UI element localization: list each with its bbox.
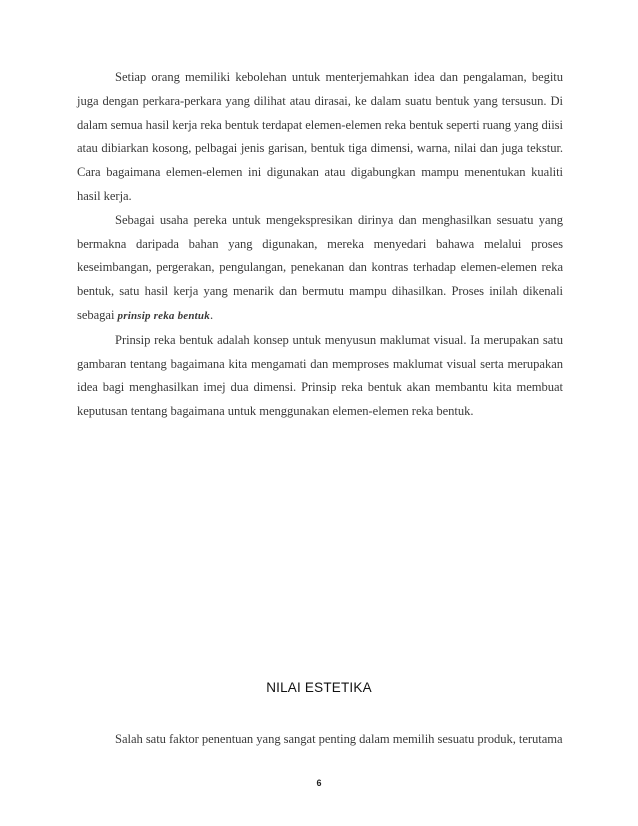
body-text-bottom bbox=[77, 728, 563, 752]
paragraph-2-text: Sebagai usaha pereka untuk mengekspresikan dirinya dan menghasilkan sesuatu yang bermakna daripada bahan yang digunakan, mereka menyedari bahawa melalui proses keseimbangan, pergerakan, pengulangan, penekanan dan kontras terhadap elemen-elemen reka bentuk, satu hasil kerja yang menarik dan bermutu mampu dihasilkan. Proses inilah dikenali sebagai bbox=[77, 212, 563, 322]
paragraph-1: Setiap orang memiliki kebolehan untuk menterjemahkan idea dan pengalaman, begitu juga dengan perkara-perkara yang dilihat atau dirasai, ke dalam suatu bentuk yang tersusun. Di dalam semua hasil kerja reka bentuk terdapat elemen-elemen reka bentuk seperti ruang yang diisi atau dibiarkan kosong, pelbagai jenis garisan, bentuk tiga dimensi, warna, nilai dan juga tekstur. Cara bagaimana elemen-elemen ini digunakan atau digabungkan mampu menentukan kualiti hasil kerja. bbox=[77, 70, 563, 203]
term-prinsip-reka-bentuk: prinsip reka bentuk bbox=[117, 309, 210, 322]
body-text-top bbox=[77, 66, 563, 424]
page-number: 6 bbox=[316, 778, 322, 788]
paragraph-2 bbox=[77, 209, 563, 329]
paragraph-4: Salah satu faktor penentuan yang sangat penting dalam memilih sesuatu produk, terutama bbox=[115, 732, 563, 746]
paragraph-3: Prinsip reka bentuk adalah konsep untuk menyusun maklumat visual. Ia merupakan satu gambaran tentang bagaimana kita mengamati dan memproses maklumat visual serta merupakan idea bagi menghasilkan imej dua dimensi. Prinsip reka bentuk akan membantu kita membuat keputusan tentang bagaimana untuk menggunakan elemen-elemen reka bentuk. bbox=[77, 332, 563, 419]
section-heading: NILAI ESTETIKA bbox=[266, 680, 372, 695]
paragraph-2-period: . bbox=[209, 307, 214, 322]
